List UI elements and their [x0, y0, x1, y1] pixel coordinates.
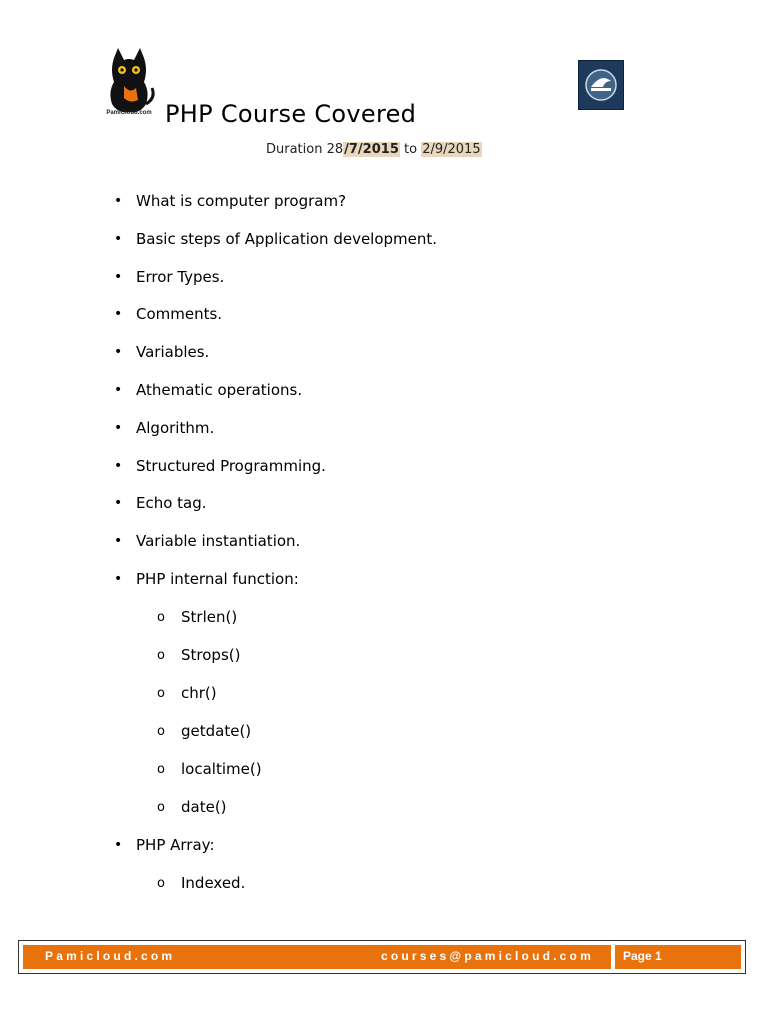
- footer-divider: [611, 945, 615, 969]
- bullet-icon: •: [114, 193, 123, 209]
- list-item: • Variables.: [114, 343, 210, 361]
- page-number: Page 1: [623, 949, 662, 963]
- circle-bullet-icon: o: [157, 610, 165, 625]
- list-item: • Algorithm.: [114, 419, 215, 437]
- sub-list-item: o Strlen(): [181, 606, 237, 628]
- bullet-icon: •: [114, 420, 123, 436]
- footer-bar: [23, 945, 741, 969]
- duration-label: Duration 28: [266, 142, 344, 157]
- bullet-icon: •: [114, 382, 123, 398]
- bullet-icon: •: [114, 571, 123, 587]
- circle-bullet-icon: o: [157, 686, 165, 701]
- page-footer: [18, 940, 746, 974]
- list-item: • Error Types.: [114, 268, 225, 286]
- course-duration: [266, 142, 482, 157]
- bullet-icon: •: [114, 458, 123, 474]
- list-item: • Athematic operations.: [114, 381, 303, 399]
- list-item: • Basic steps of Application development.: [114, 230, 438, 248]
- sub-list-item: o date(): [181, 796, 227, 818]
- bullet-icon: •: [114, 344, 123, 360]
- bullet-icon: •: [114, 495, 123, 511]
- sub-list-item: o getdate(): [181, 720, 251, 742]
- list-item: • Comments.: [114, 305, 223, 323]
- sub-list-item: o localtime(): [181, 758, 262, 780]
- sub-list-item: o Strops(): [181, 644, 240, 666]
- circle-bullet-icon: o: [157, 800, 165, 815]
- circle-bullet-icon: o: [157, 648, 165, 663]
- duration-start: /7/2015: [344, 142, 399, 157]
- duration-end: 2/9/2015: [422, 142, 481, 157]
- footer-site: Pamicloud.com: [45, 949, 176, 963]
- sub-list-item: o chr(): [181, 682, 217, 704]
- circle-bullet-icon: o: [157, 762, 165, 777]
- page-title: PHP Course Covered: [165, 100, 417, 128]
- bullet-icon: •: [114, 837, 123, 853]
- list-item: • PHP internal function:: [114, 570, 299, 588]
- duration-to: to: [399, 142, 422, 157]
- circle-bullet-icon: o: [157, 724, 165, 739]
- list-item: • What is computer program?: [114, 192, 347, 210]
- bullet-icon: •: [114, 269, 123, 285]
- bullet-icon: •: [114, 306, 123, 322]
- brand-logo-icon: [578, 60, 624, 110]
- bullet-icon: •: [114, 533, 123, 549]
- list-item: • Structured Programming.: [114, 457, 326, 475]
- list-item: • Variable instantiation.: [114, 532, 301, 550]
- logo-caption: PamiCloud.com: [106, 110, 152, 116]
- bullet-icon: •: [114, 231, 123, 247]
- sub-list-item: o Indexed.: [181, 872, 245, 894]
- list-item: • Echo tag.: [114, 494, 207, 512]
- list-item: • PHP Array:: [114, 836, 215, 854]
- footer-email: courses@pamicloud.com: [381, 949, 594, 963]
- circle-bullet-icon: o: [157, 876, 165, 891]
